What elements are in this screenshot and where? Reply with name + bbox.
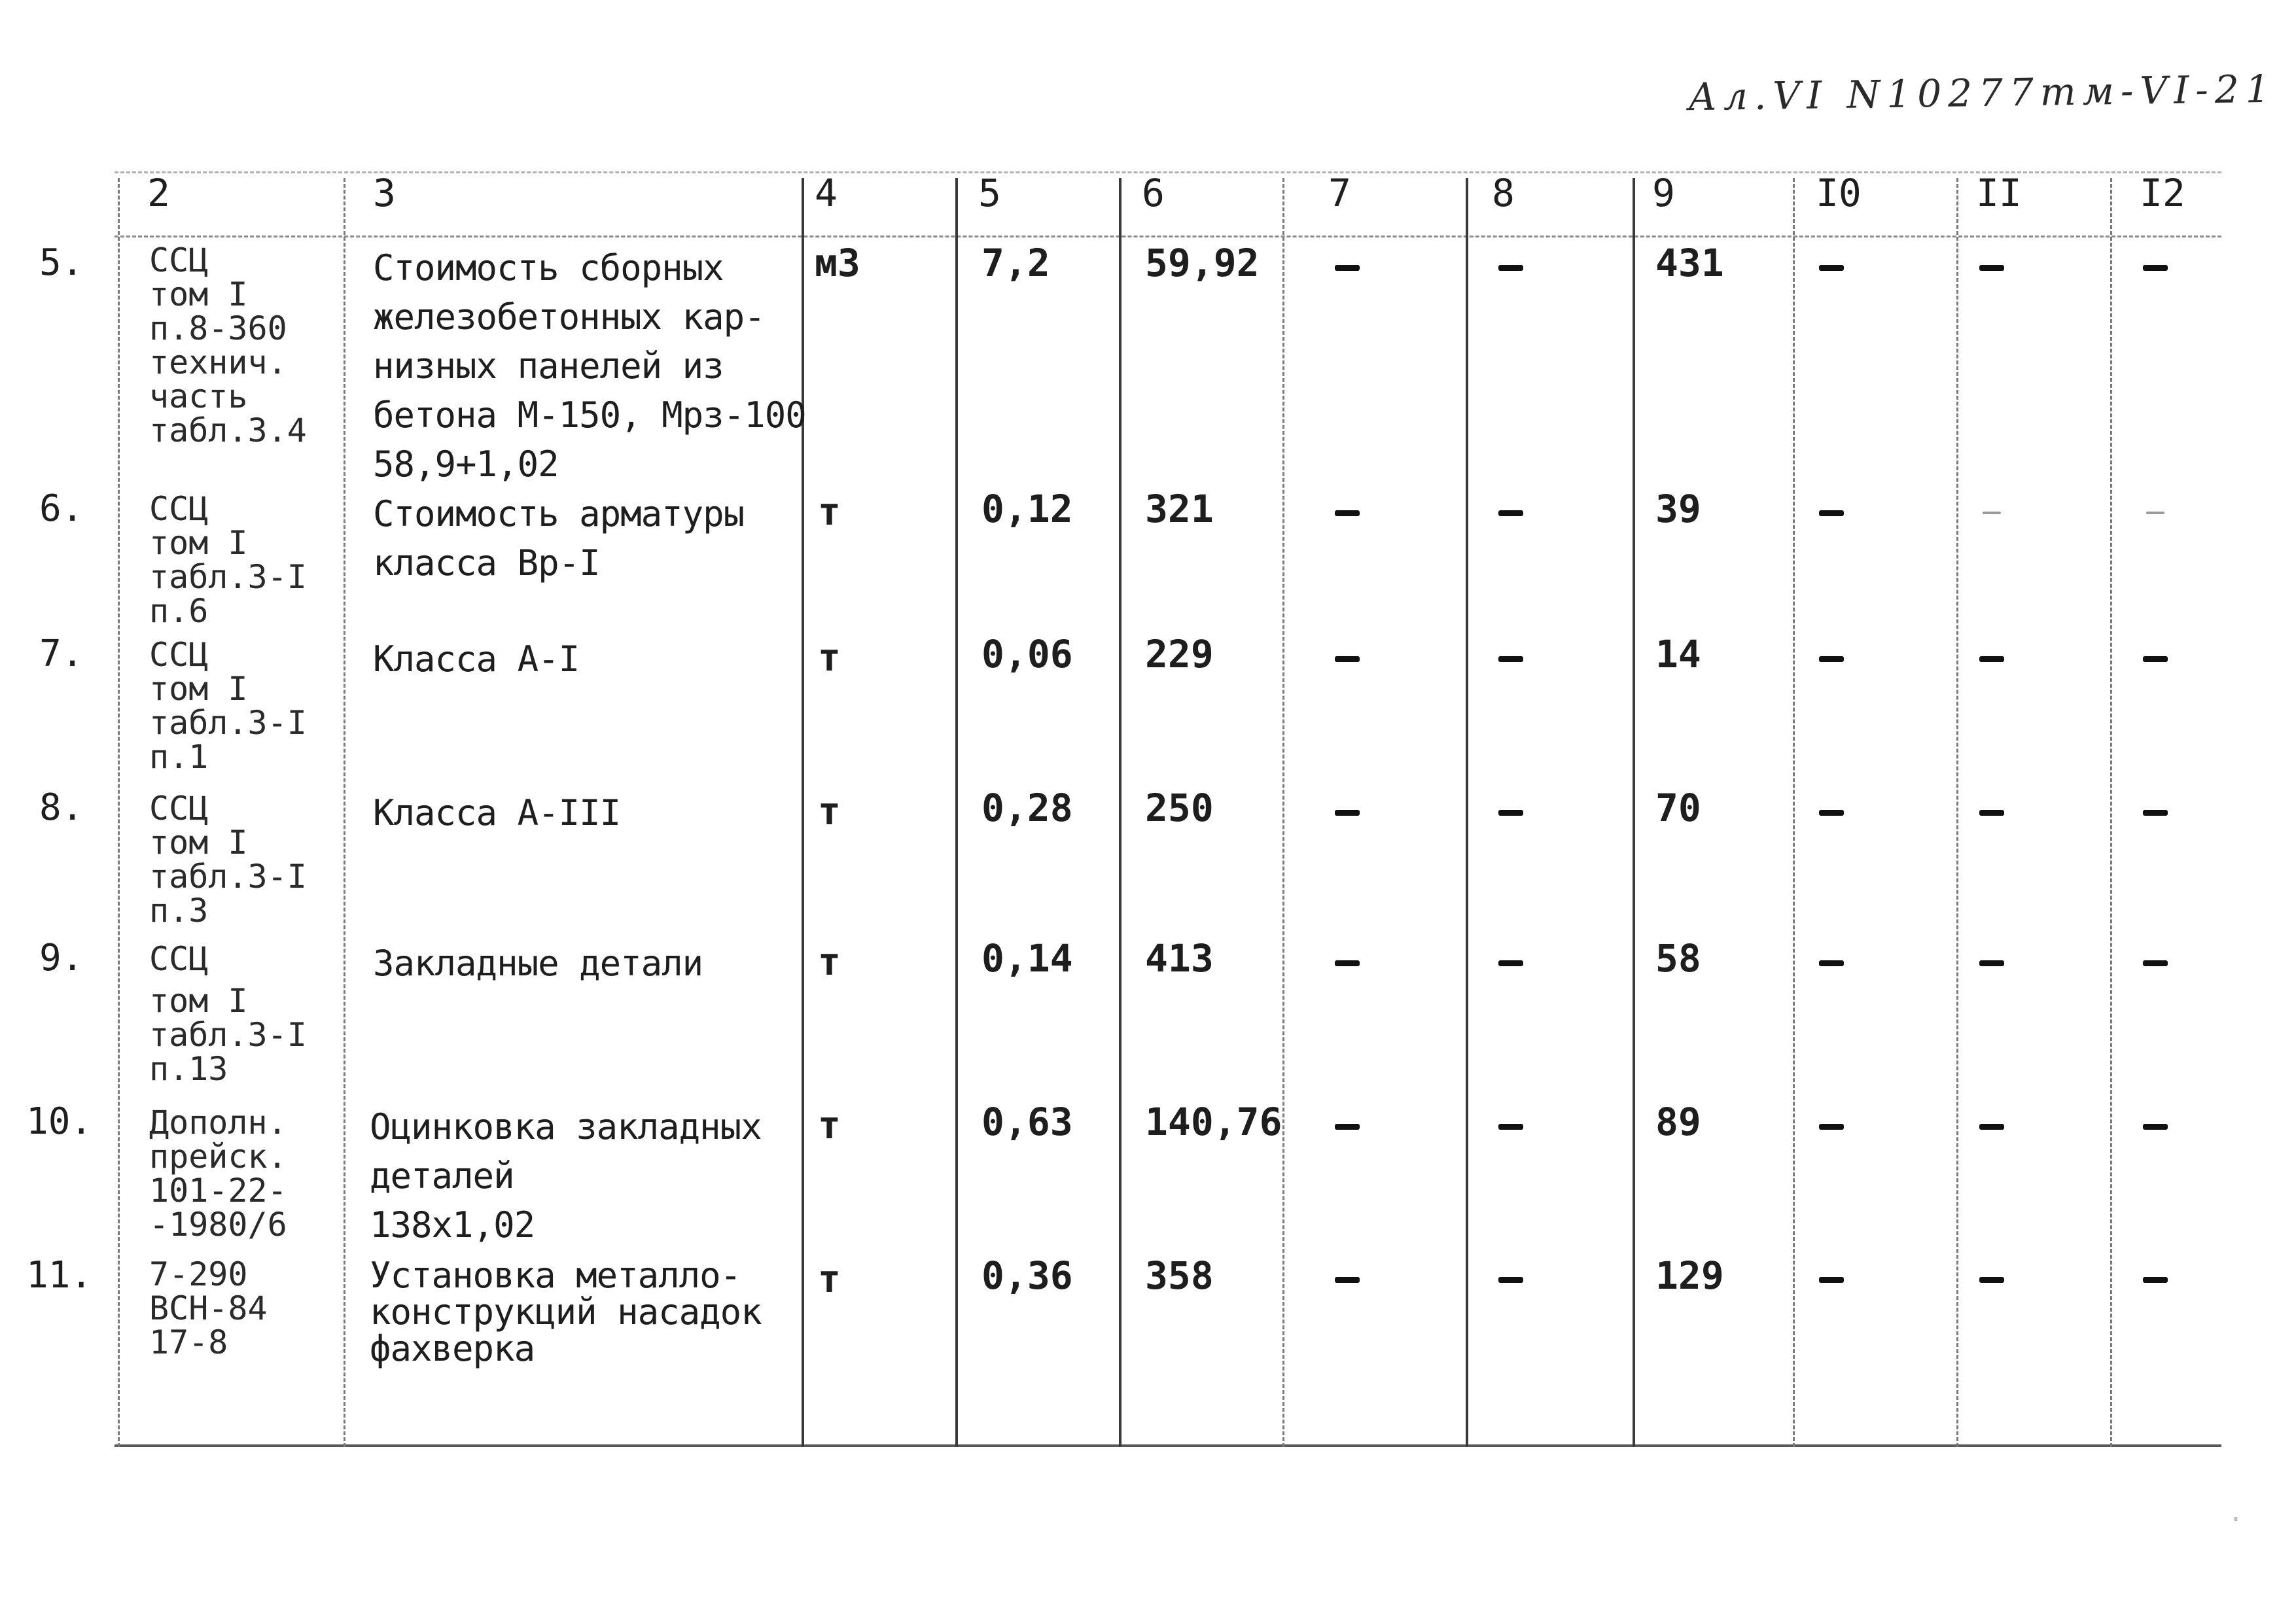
unit-price: 250 [1145, 786, 1214, 830]
faint-dash [1983, 512, 2001, 514]
row-number: 7. [39, 633, 84, 675]
empty-dash [2143, 810, 2168, 816]
item-name: Стоимость сборных [373, 247, 724, 288]
unit-price: 59,92 [1145, 241, 1260, 285]
total-cost: 58 [1655, 936, 1701, 981]
empty-dash [1335, 265, 1360, 271]
source-ref: ССЦ [149, 636, 209, 674]
empty-dash [1819, 1277, 1844, 1283]
source-ref: 7-290 [149, 1255, 248, 1293]
source-ref: ССЦ [149, 940, 209, 978]
source-ref: 101-22- [149, 1172, 287, 1210]
empty-dash [1335, 810, 1360, 816]
column-header: 2 [147, 171, 170, 215]
column-separator [802, 178, 804, 1447]
empty-dash [1498, 1124, 1523, 1130]
table-bottom-rule [115, 1444, 2221, 1447]
column-header: 6 [1142, 171, 1165, 215]
source-ref: ССЦ [149, 490, 209, 528]
source-ref: прейск. [149, 1138, 287, 1176]
empty-dash [2143, 1124, 2168, 1130]
column-separator [1793, 178, 1795, 1447]
empty-dash [1498, 510, 1523, 516]
source-ref: часть [149, 377, 248, 415]
quantity: 0,36 [981, 1253, 1073, 1298]
source-ref: технич. [149, 343, 287, 381]
column-separator [1119, 178, 1122, 1447]
total-cost: 39 [1655, 487, 1701, 531]
row-number: 6. [39, 487, 84, 530]
scan-speck: · [2227, 1505, 2244, 1535]
unit-price: 413 [1145, 936, 1214, 981]
empty-dash [1498, 656, 1523, 662]
source-ref: том I [149, 275, 248, 313]
column-separator [1466, 178, 1468, 1447]
empty-dash [1819, 510, 1844, 516]
column-header: II [1976, 171, 2022, 215]
empty-dash [1979, 810, 2004, 816]
source-ref: табл.3-I [149, 1016, 307, 1054]
total-cost: 14 [1655, 632, 1701, 676]
unit-price: 140,76 [1145, 1100, 1282, 1144]
item-name: железобетонных кар- [373, 296, 765, 338]
row-number: 5. [39, 241, 84, 284]
source-ref: ВСН-84 [149, 1289, 268, 1327]
column-separator [344, 178, 345, 1447]
column-separator [1633, 178, 1635, 1447]
column-header: 3 [373, 171, 396, 215]
source-ref: п.8-360 [149, 309, 287, 347]
column-header: 9 [1652, 171, 1675, 215]
unit-price: 358 [1145, 1253, 1214, 1298]
item-name: класса Вр-I [373, 542, 600, 584]
unit: т [818, 789, 841, 833]
empty-dash [1819, 1124, 1844, 1130]
table-top-rule [115, 171, 2221, 173]
item-name: Стоимость арматуры [373, 493, 745, 534]
empty-dash [1979, 265, 2004, 271]
source-ref: том I [149, 524, 248, 562]
empty-dash [1979, 960, 2004, 966]
item-name: 138x1,02 [370, 1204, 535, 1246]
column-header: I0 [1816, 171, 1862, 215]
empty-dash [1498, 810, 1523, 816]
column-separator [1282, 178, 1284, 1447]
source-ref: том I [149, 670, 248, 708]
column-separator [1956, 178, 1958, 1447]
column-separator [2110, 178, 2112, 1447]
source-ref: табл.3.4 [149, 411, 307, 449]
quantity: 0,06 [981, 632, 1073, 676]
column-separator [118, 178, 120, 1447]
row-number: 11. [26, 1254, 93, 1297]
column-header: 7 [1328, 171, 1351, 215]
empty-dash [1498, 265, 1523, 271]
item-name: Класса А-III [373, 792, 621, 833]
source-ref: табл.3-I [149, 858, 307, 896]
unit: м3 [815, 241, 860, 285]
quantity: 0,12 [981, 487, 1073, 531]
empty-dash [1335, 960, 1360, 966]
unit: т [818, 939, 841, 984]
source-ref: ССЦ [149, 241, 209, 279]
item-name: низных панелей из [373, 345, 724, 387]
empty-dash [1819, 810, 1844, 816]
empty-dash [2143, 1277, 2168, 1283]
empty-dash [1819, 960, 1844, 966]
source-ref: Дополн. [149, 1104, 287, 1142]
empty-dash [2143, 960, 2168, 966]
column-header: 5 [978, 171, 1001, 215]
unit: т [818, 489, 841, 534]
empty-dash [1335, 510, 1360, 516]
item-name: деталей [370, 1155, 514, 1196]
item-name: Установка металло- [370, 1255, 741, 1296]
row-number: 9. [39, 937, 84, 979]
item-name: фахверка [370, 1328, 535, 1369]
unit-price: 229 [1145, 632, 1214, 676]
column-header: 4 [815, 171, 838, 215]
empty-dash [1335, 1277, 1360, 1283]
source-ref: -1980/6 [149, 1206, 287, 1244]
total-cost: 89 [1655, 1100, 1701, 1144]
quantity: 0,14 [981, 936, 1073, 981]
item-name: Оцинковка закладных [370, 1106, 762, 1147]
quantity: 0,63 [981, 1100, 1073, 1144]
column-separator [955, 178, 958, 1447]
total-cost: 70 [1655, 786, 1701, 830]
empty-dash [1819, 656, 1844, 662]
column-header: I2 [2140, 171, 2185, 215]
item-name: Класса А-I [373, 638, 580, 680]
item-name: конструкций насадок [370, 1291, 762, 1333]
source-ref: том I [149, 982, 248, 1020]
empty-dash [1979, 656, 2004, 662]
source-ref: том I [149, 824, 248, 862]
empty-dash [1819, 265, 1844, 271]
empty-dash [1979, 1277, 2004, 1283]
source-ref: п.1 [149, 738, 209, 776]
unit-price: 321 [1145, 487, 1214, 531]
quantity: 7,2 [981, 241, 1050, 285]
empty-dash [1498, 960, 1523, 966]
quantity: 0,28 [981, 786, 1073, 830]
item-name: бетона М-150, Мрз-100 [373, 394, 806, 436]
empty-dash [1335, 656, 1360, 662]
unit: т [818, 1257, 841, 1301]
empty-dash [1979, 1124, 2004, 1130]
empty-dash [1335, 1124, 1360, 1130]
source-ref: ССЦ [149, 790, 209, 828]
source-ref: табл.3-I [149, 558, 307, 596]
item-name: Закладные детали [373, 943, 703, 984]
unit: т [818, 1103, 841, 1147]
row-number: 8. [39, 786, 84, 829]
source-ref: табл.3-I [149, 704, 307, 742]
total-cost: 129 [1655, 1253, 1724, 1298]
column-header: 8 [1492, 171, 1515, 215]
empty-dash [2143, 265, 2168, 271]
empty-dash [1498, 1277, 1523, 1283]
source-ref: п.3 [149, 892, 209, 930]
row-number: 10. [26, 1100, 93, 1143]
item-name: 58,9+1,02 [373, 444, 559, 485]
document-code: Ал.VI N10277тм-VI-21 [1687, 66, 2277, 120]
total-cost: 431 [1655, 241, 1724, 285]
source-ref: п.6 [149, 592, 209, 630]
header-separator [115, 236, 2221, 237]
faint-dash [2146, 512, 2164, 514]
unit: т [818, 635, 841, 680]
empty-dash [2143, 656, 2168, 662]
source-ref: п.13 [149, 1050, 228, 1088]
source-ref: 17-8 [149, 1323, 228, 1361]
